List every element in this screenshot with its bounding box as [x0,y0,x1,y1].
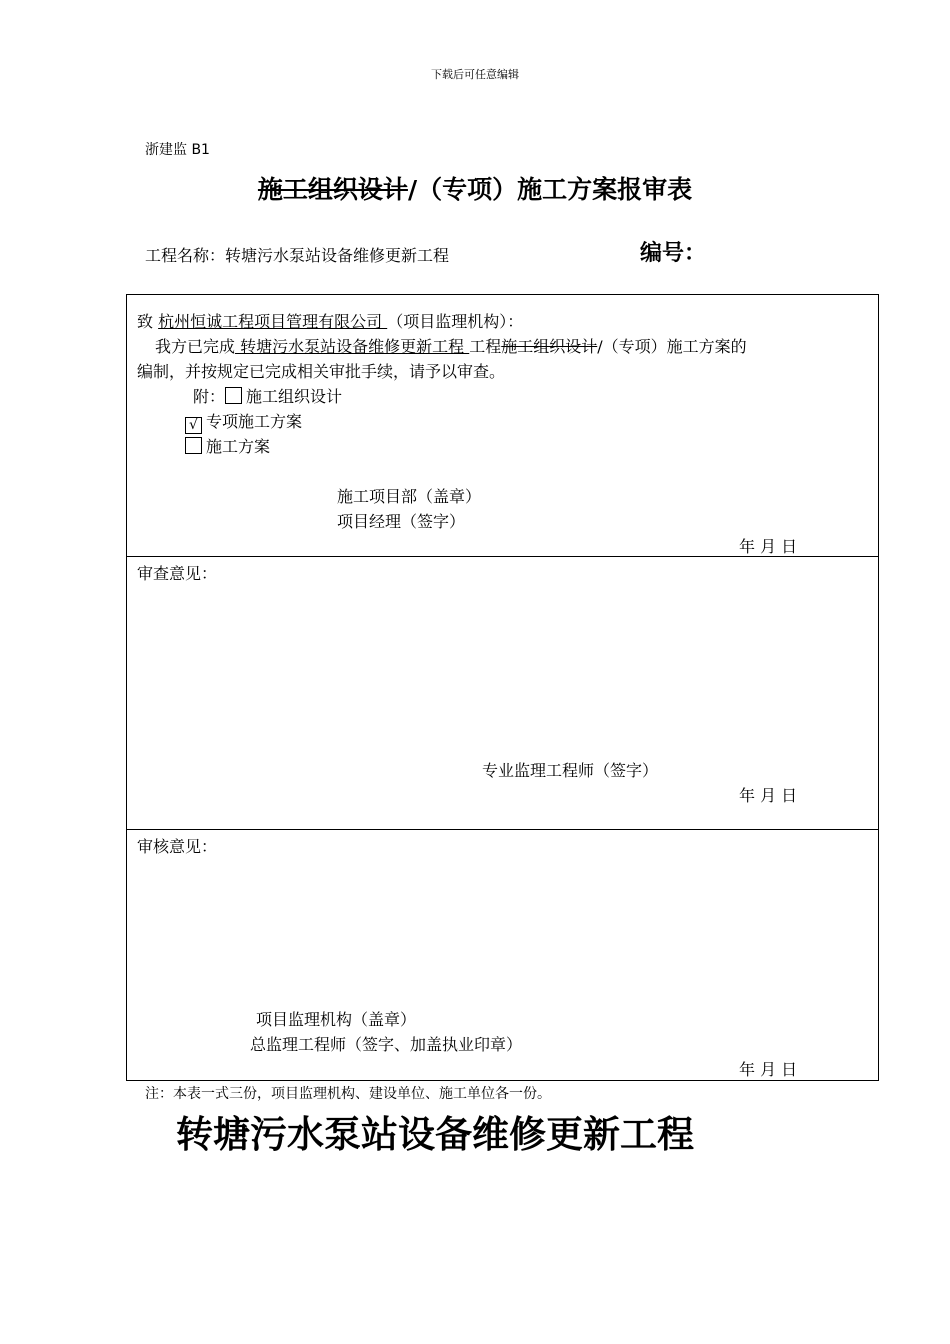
project-name-line [145,243,449,266]
supervision-org: 杭州恒诚工程项目管理有限公司 [158,312,388,331]
form-table [126,294,879,1081]
option-label-2: 专项施工方案 [206,412,303,431]
option-label-3: 施工方案 [206,437,271,456]
completion-text-a: 我方已完成 [155,337,236,356]
submission-section [127,295,878,557]
project-name: 转塘污水泵站设备维修更新工程 [225,246,450,265]
pm-sign-label: 项目经理（签字） [337,512,466,531]
checkbox-construction-design[interactable] [225,387,242,404]
header-note: 下载后可任意编辑 [431,68,519,81]
attachment-option-3 [185,434,270,457]
org-seal-label: 项目监理机构（盖章） [256,1010,417,1029]
attachment-option-2 [185,409,302,434]
dept-seal-label: 施工项目部（盖章） [337,487,482,506]
title-rest: /（专项）施工方案报审表 [407,175,693,204]
page-title [0,170,950,206]
checkbox-special-plan[interactable]: √ [185,417,202,434]
addressee-line [137,309,523,332]
approval-opinion-label: 审核意见： [137,837,218,856]
completion-text-b: 工程 [469,337,502,356]
number-label: 编号： [640,241,707,266]
footnote: 注：本表一式三份，项目监理机构、建设单位、施工单位各一份。 [145,1086,551,1102]
completion-line-2: 编制，并按规定已完成相关审批手续，请予以审查。 [137,362,506,381]
review-section [127,557,878,830]
attachment-option-1 [193,384,342,407]
date-line-3: 年 月 日 [739,1060,798,1079]
project-label: 工程名称： [145,246,226,265]
completion-text-c: /（专项）施工方案的 [597,337,747,356]
completion-project: 转塘污水泵站设备维修更新工程 [235,337,470,356]
attach-label: 附： [193,387,226,406]
date-line-2: 年 月 日 [739,786,798,805]
to-suffix: （项目监理机构）： [387,312,524,331]
date-line-1: 年 月 日 [739,537,798,556]
to-prefix: 致 [137,312,154,331]
title-strike-part: 施工组织设计 [257,175,408,204]
checkbox-construction-plan[interactable] [185,437,202,454]
completion-strike: 施工组织设计 [501,337,598,356]
engineer-sign-label: 专业监理工程师（签字） [482,761,659,780]
completion-line [155,334,747,357]
chief-sign-label: 总监理工程师（签字、加盖执业印章） [250,1035,523,1054]
review-opinion-label: 审查意见： [137,564,218,583]
form-code: 浙建监 B1 [145,142,210,158]
project-big-title: 转塘污水泵站设备维修更新工程 [176,1113,694,1156]
option-label-1: 施工组织设计 [246,387,343,406]
approval-section [127,830,878,1080]
